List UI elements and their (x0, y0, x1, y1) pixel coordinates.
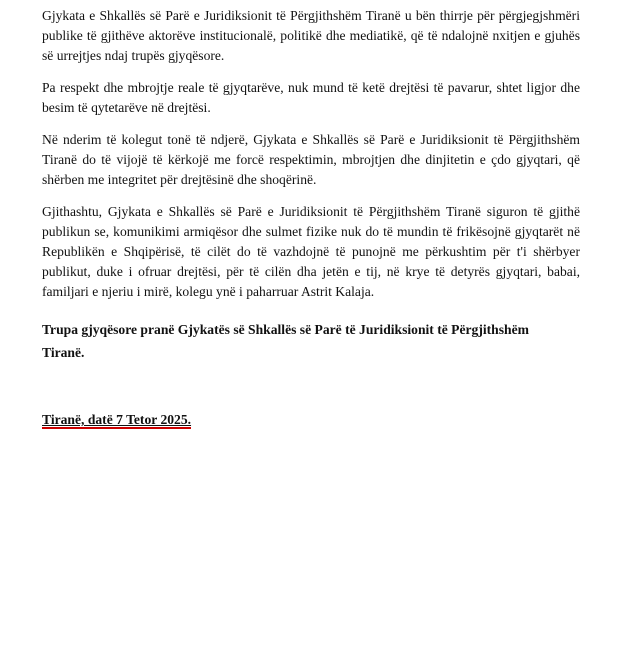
paragraph-honor: Në nderim të kolegut tonë të ndjerë, Gjykata e Shkallës së Parë e Juridiksionit të Përgjithshëm Tiranë do të vijojë të kërkojë me forcë respektimin, mbrojtjen dhe dinjitetin e çdo gjyqtari, që shërben me integritet për drejtësinë dhe shoqërinë. (42, 132, 580, 187)
signature-block: Trupa gjyqësore pranë Gjykatës së Shkallës së Parë të Juridiksionit të Përgjithshëm Tiranë. (42, 322, 529, 360)
date-text: Tiranë, datë 7 Tetor 2025. (42, 412, 192, 427)
paragraph-assurance: Gjithashtu, Gjykata e Shkallës së Parë e Juridiksionit të Përgjithshëm Tiranë siguron të gjithë publikun se, komunikimi armiqësor dhe sulmet fizike nuk do të mundin të frikësojnë gjyqtarët në Republikën e Shqipërisë, të cilët do të vazhdojnë të punojnë me përkushtim për t'i shërbyer publikut, duke i ofruar drejtësi, për të cilën dha jetën e tij, në krye të detyrës gjyqtari, babai, familjari e njeriu i mirë, kolegu ynë i paharruar Astrit Kalaja. (42, 204, 580, 299)
paragraph-respect: Pa respekt dhe mbrojtje reale të gjyqtarëve, nuk mund të ketë drejtësi të pavarur, shtet ligjor dhe besim të qytetarëve në drejtësi. (42, 80, 580, 115)
paragraph-appeal: Gjykata e Shkallës së Parë e Juridiksionit të Përgjithshëm Tiranë u bën thirrje për përgjegjshmëri publike të gjithëve aktorëve institucionalë, politikë dhe mediatikë, që të ndalojnë nxitjen e gjuhës së urrejtjes ndaj trupës gjyqësore. (42, 8, 580, 63)
date-line (42, 408, 562, 431)
